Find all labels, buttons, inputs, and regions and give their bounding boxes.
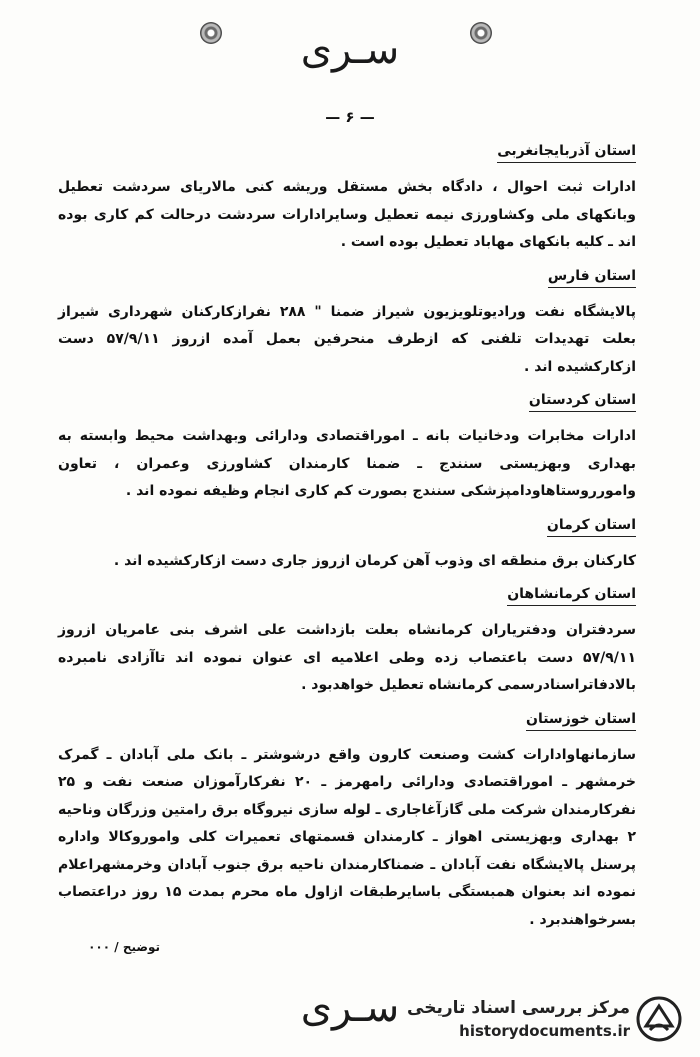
section-khuzestan bbox=[58, 704, 636, 935]
archive-logo-icon bbox=[636, 996, 682, 1042]
section-kermanshahan bbox=[58, 579, 636, 700]
province-heading: استان خوزستان bbox=[526, 711, 636, 731]
report-body bbox=[58, 136, 636, 938]
archive-watermark bbox=[406, 996, 686, 1046]
section-fars bbox=[58, 261, 636, 382]
section-paragraph: سردفتران ودفتریاران کرمانشاه بعلت بازداشت علی اشرف بنی عامریان ازروز ۵۷/۹/۱۱ دست باعتصاب زده وطی اعلامیه ای عنوان نموده اند تاآزادی نامبرده بالادفاتراسنادرسمی کرمانشاه تعطیل خواهدبود . bbox=[58, 622, 636, 693]
section-paragraph: سازمانهاوادارات کشت وصنعت کارون واقع درشوشتر ـ بانک ملی آبادان ـ گمرک خرمشهر ـ اموراقتصادی ودارائی رامهرمز ـ ۲۰ نفرکارآموزان صنعت نفت و ۲۵ نفرکارمندان شرکت ملی گازآغاجاری ـ لوله سازی نیروگاه برق رامتین وزرگان وناحیه ۲ بهداری وبهزیستی اهواز ـ کارمندان قسمتهای تعمیرات کلی واموروکالا واداره پرسنل پالایشگاه نفت آبادان ـ ضمناکارمندان ناحیه برق جنوب آبادان وخرمشهراعلام نموده اند بعنوان همبستگی باسایرطبقات ازاول ماه محرم بمدت ۱۵ روز دراعتصاب بسرخواهندبرد . bbox=[58, 746, 636, 928]
section-kerman bbox=[58, 510, 636, 576]
section-paragraph: ادارات ثبت احوال ، دادگاه بخش مستقل وریشه کنی مالاریای سردشت تعطیل وبانکهای ملی وکشاورزی نیمه تعطیل وسایرادارات سردشت درحالت کم کاری بوده اند ـ کلیه بانکهای مهاباد تعطیل بوده است . bbox=[58, 179, 636, 250]
section-kordestan bbox=[58, 385, 636, 506]
section-paragraph: پالایشگاه نفت ورادیوتلویزیون شیراز ضمنا " ۲۸۸ نفرازکارکنان شهرداری شیراز بعلت تهدیدات تلفنی که ازطرف منحرفین بعمل آمده ازروز ۵۷/۹/۱۱ دست ازکارکشیده اند . bbox=[58, 303, 636, 375]
footnote: توضیح / ۰۰۰ bbox=[88, 940, 160, 954]
province-heading: استان کرمانشاهان bbox=[507, 586, 636, 606]
page-number: — ۶ — bbox=[325, 108, 375, 126]
province-heading: استان کرمان bbox=[547, 517, 636, 537]
classification-stamp-top: سـری bbox=[300, 27, 400, 73]
section-azarbaijan-gharbi bbox=[58, 136, 636, 257]
classification-stamp-bottom: سـری bbox=[300, 985, 400, 1031]
province-heading: استان آذربایجانغربی bbox=[497, 143, 636, 163]
province-heading: استان کردستان bbox=[529, 392, 636, 412]
section-paragraph: کارکنان برق منطقه ای وذوب آهن کرمان ازروز جاری دست ازکارکشیده اند . bbox=[113, 552, 636, 569]
section-paragraph: ادارات مخابرات ودخانیات بانه ـ اموراقتصادی ودارائی وبهداشت محیط وابسته به بهداری وبهزیستی سنندج ـ ضمنا کارمندان کشاورزی وعمران ، تعاون وامورروستاهاودامپزشکی سنندج بصورت کم کاری انجام وظیفه نموده اند . bbox=[58, 428, 636, 499]
province-heading: استان فارس bbox=[548, 268, 636, 288]
watermark-title: مرکز بررسی اسناد تاریخی bbox=[407, 998, 630, 1018]
watermark-url: historydocuments.ir bbox=[459, 1022, 630, 1040]
